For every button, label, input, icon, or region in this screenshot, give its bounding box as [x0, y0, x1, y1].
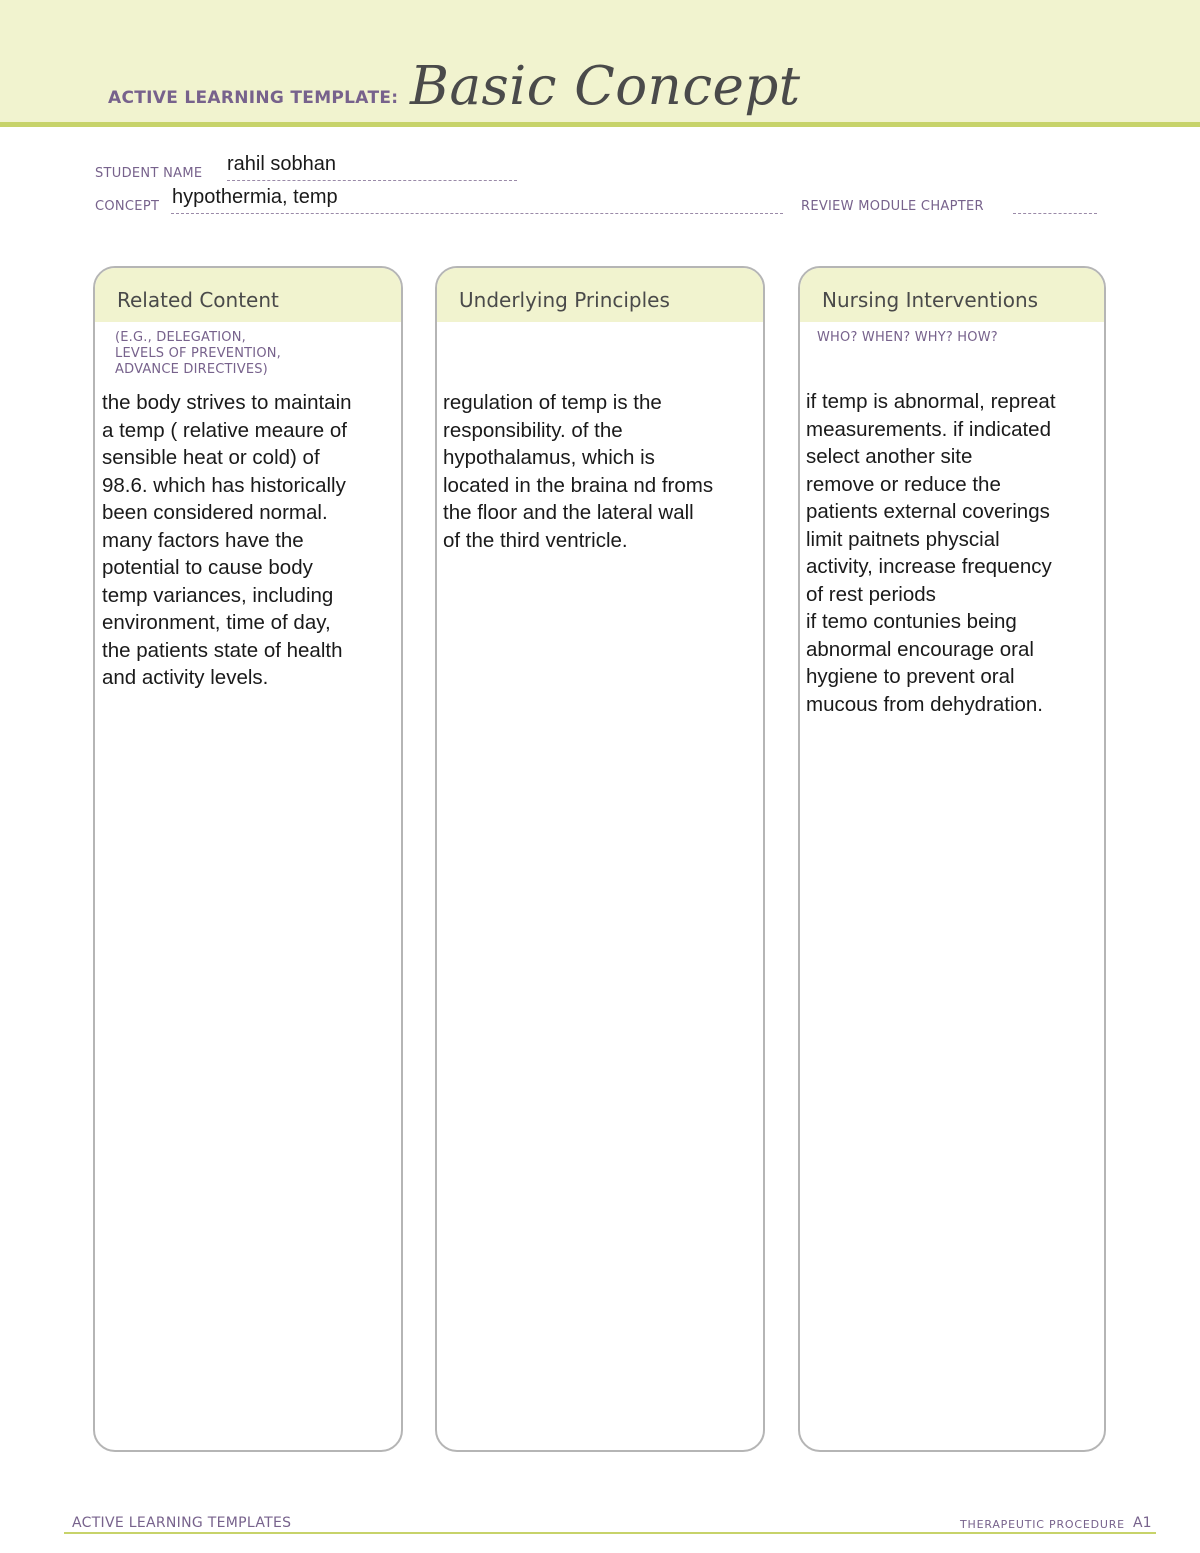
review-module-label: REVIEW MODULE CHAPTER — [801, 199, 984, 214]
underlying-principles-panel — [435, 266, 765, 1452]
underlying-principles-text[interactable]: regulation of temp is the responsibility. of the hypothalamus, which is located in the braina nd froms the floor and the lateral wall of the third ventricle. — [443, 391, 714, 552]
template-label: ACTIVE LEARNING TEMPLATE: — [108, 88, 399, 108]
panel-header — [437, 268, 763, 322]
footer-right-label: THERAPEUTIC PROCEDURE — [960, 1518, 1125, 1531]
student-name-field[interactable]: rahil sobhan — [227, 153, 336, 175]
panel-header — [800, 268, 1104, 322]
nursing-interventions-panel — [798, 266, 1106, 1452]
nursing-interventions-text[interactable]: if temp is abnormal, repreat measurements. if indicated select another site remove or reduce the patients external coverings limit paitnets physcial activity, increase frequency of rest periods if temo contunies being abnormal encourage oral hygiene to prevent oral mucous from dehydration. — [806, 390, 1056, 716]
review-module-underline — [1013, 213, 1097, 214]
panel-title: Underlying Principles — [459, 288, 670, 312]
footer-left-label: ACTIVE LEARNING TEMPLATES — [72, 1515, 292, 1531]
page-number: A1 — [1133, 1515, 1152, 1531]
concept-field[interactable]: hypothermia, temp — [172, 186, 338, 208]
panel-subtitle: (E.G., DELEGATION, LEVELS OF PREVENTION, ADVANCE DIRECTIVES) — [115, 330, 282, 377]
footer-rule — [64, 1532, 1156, 1534]
concept-label: CONCEPT — [95, 199, 160, 214]
panel-subtitle: WHO? WHEN? WHY? HOW? — [817, 330, 998, 345]
student-name-label: STUDENT NAME — [95, 166, 203, 181]
related-content-panel — [93, 266, 403, 1452]
related-content-text[interactable]: the body strives to maintain a temp ( relative meaure of sensible heat or cold) of 98.6. which has historically been considered normal. many factors have the potential to cause body temp variances, including environment, time of day, the patients state of health and activity levels. — [102, 391, 352, 689]
panel-title: Nursing Interventions — [822, 288, 1039, 312]
page-title: Basic Concept — [410, 56, 801, 117]
panel-title: Related Content — [117, 288, 279, 312]
header-rule — [0, 122, 1200, 127]
concept-underline — [171, 213, 783, 214]
panel-header — [95, 268, 401, 322]
student-name-underline — [227, 180, 517, 181]
